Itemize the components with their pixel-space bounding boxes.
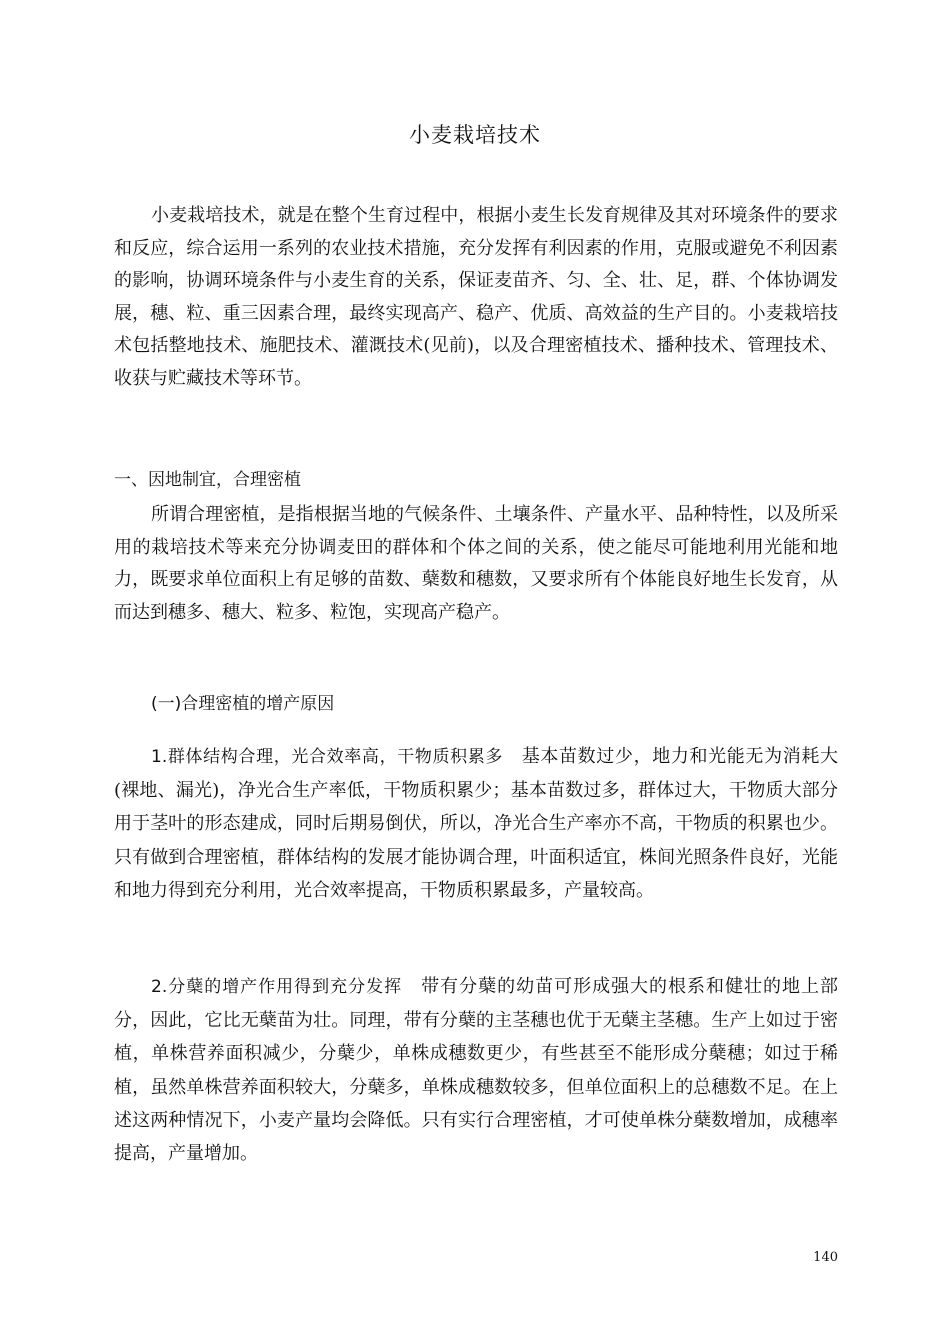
subsection-heading: (一)合理密植的增产原因 (151, 694, 335, 714)
point-lead-2: 2.分蘖的增产作用得到充分发挥 (151, 977, 403, 997)
point-text-1: 基本苗数过少，地力和光能无为消耗大(裸地、漏光)，净光合生产率低，干物质积累少；基本苗数过多，群体过大，干物质大部分用于茎叶的形态建成，同时后期易倒伏，所以，净光合生产率亦不高，干物质的积累也少。只有做到合理密植，群体结构的发展才能协调合理，叶面积适宜，株间光照条件良好，光能和地力得到充分利用，光合效率提高，干物质积累最多，产量较高。 (114, 746, 838, 901)
section-paragraph: 所谓合理密植，是指根据当地的气候条件、土壤条件、产量水平、品种特性，以及所采用的栽培技术等来充分协调麦田的群体和个体之间的关系，使之能尽可能地利用光能和地力，既要求单位面积上有足够的苗数、蘖数和穗数，又要求所有个体能良好地生长发育，从而达到穗多、穗大、粒多、粒饱，实现高产稳产。 (114, 504, 838, 623)
section-heading: 一、因地制宜，合理密植 (114, 470, 301, 490)
point-paragraph-1 (114, 740, 838, 907)
page-number: 140 (813, 1250, 838, 1265)
point-paragraph-2 (114, 970, 838, 1170)
page-title: 小麦栽培技术 (409, 123, 541, 147)
point-text-2: 带有分蘖的幼苗可形成强大的根系和健壮的地上部分，因此，它比无蘖苗为壮。同理，带有分蘖的主茎穗也优于无蘖主茎穗。生产上如过于密植，单株营养面积减少，分蘖少，单株成穗数更少，有些甚至不能形成分蘖穗；如过于稀植，虽然单株营养面积较大，分蘖多，单株成穗数较多，但单位面积上的总穗数不足。在上述这两种情况下，小麦产量均会降低。只有实行合理密植，才可使单株分蘖数增加，成穗率提高，产量增加。 (114, 976, 838, 1165)
intro-paragraph: 小麦栽培技术，就是在整个生育过程中，根据小麦生长发育规律及其对环境条件的要求和反应，综合运用一系列的农业技术措施，充分发挥有利因素的作用，克服或避免不利因素的影响，协调环境条件与小麦生育的关系，保证麦苗齐、匀、全、壮、足，群、个体协调发展，穗、粒、重三因素合理，最终实现高产、稳产、优质、高效益的生产目的。小麦栽培技术包括整地技术、施肥技术、灌溉技术(见前)，以及合理密植技术、播种技术、管理技术、收获与贮藏技术等环节。 (114, 205, 838, 389)
point-lead-1: 1.群体结构合理，光合效率高，干物质积累多 (151, 747, 504, 767)
